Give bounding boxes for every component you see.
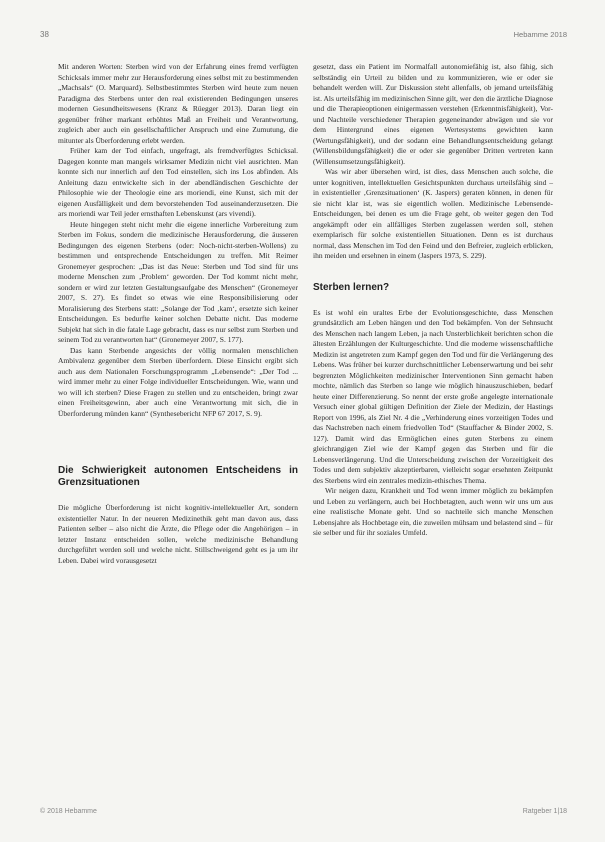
paragraph: Es ist wohl ein uraltes Erbe der Evolutionsgeschichte, dass Menschen grundsätzlich am Leben hängen und den Tod bekämpfen. Von der Sehnsucht des Menschen nach langem Leben, ja nach Unsterblichkeit berichten schon die ältesten Erzählungen der Kulturgeschichte. Und die moderne wissenschaftliche Medizin ist angetreten zum Kampf gegen den Tod und für die Verlängerung des Lebens. Was früher bei kurzer durchschnittlicher Lebenserwartung und bei sehr begrenzten Möglichkeiten medizinischer Interventionen Sinn gemacht haben mochte, nämlich das Sterben so lange wie möglich hinauszuschieben, bedarf heute einer Differenzierung. So nennt der erste große angelegte internationale Versuch einer global gültigen Definition der Ziele der Medizin, der Hastings Report von 1996, als Ziel Nr. 4 die „Verhinderung eines vorzeitigen Todes und das Nachstreben nach einem friedvollen Tod“ (Stauffacher & Binder 2002, S. 127). Damit wird das Ermöglichen eines guten Sterbens zu einem gleichrangigen Ziel wie der Kampf gegen das Sterben und für die Lebensverlängerung. Und die Unterscheidung zwischen der Vorzeitigkeit des Todes und dem subjektiv akzeptierbaren, vielleicht sogar ersehnten Zeitpunkt des Sterbens wird ein zentrales medizin-ethisches Thema. xyxy=(313,307,553,485)
left-column xyxy=(58,62,298,566)
paragraph: Früher kam der Tod einfach, ungefragt, als fremdverfügtes Schicksal. Dagegen konnte man mangels wirksamer Medizin nicht viel ausrichten. Man konnte sich nur innerlich auf den Tod einstellen, sich ins Los abfinden. Als Anleitung dazu entwickelte sich in der abendländischen Geschichte der Philosophie wie der Theologie eine ars moriendi, eine Kunst, sich mit der eigenen Ausfälligkeit und dem bevorstehenden Tod auseinanderzusetzen. Die ars moriendi war Teil jeder ernsthaften Lebenskunst (ars vivendi). xyxy=(58,146,298,218)
paragraph: Das kann Sterbende angesichts der völlig normalen menschlichen Ambivalenz gegenüber dem Sterben überfordern. Diese Einsicht ergibt sich auch aus dem Nationalen Forschungsprogramm „Lebensende“: „Der Tod ... wird immer mehr zu einer Folge individueller Entscheidungen. Wie, wann und wo will ich sterben? Diese Fragen zu stellen und zu entscheiden, bringt zwar einen Freiheitsgewinn, aber auch eine Verantwortung mit sich, die in Überforderung münden kann“ (Synthesebericht NFP 67 2017, S. 9). xyxy=(58,345,298,418)
footer-copyright: © 2018 Hebamme xyxy=(40,808,97,815)
journal-name: Hebamme 2018 xyxy=(513,30,567,39)
section-heading: Die Schwierigkeit autonomen Entscheidens in Grenzsituationen xyxy=(58,465,298,488)
right-column xyxy=(313,62,553,539)
section-heading: Sterben lernen? xyxy=(313,281,390,293)
paragraph: Die mögliche Überforderung ist nicht kognitiv-intellektueller Art, sondern existentieller Natur. In der neueren Medizinethik geht man davon aus, dass Patienten selber – also nicht die Ärzte, die Pflege oder die Angehörigen – in letzter Instanz entscheiden sollen, welche medizinische Behandlung durchgeführt werden soll und welche nicht. Stillschweigend geht es ja um ihr Leben. Dabei wird vorausgesetzt xyxy=(58,503,298,565)
footer-issue: Ratgeber 1|18 xyxy=(522,808,567,815)
paragraph: Wir neigen dazu, Krankheit und Tod wenn immer möglich zu bekämpfen und Leben zu verlängern, auch bei Hochbetagten, auch wenn wir uns um aus eine realistische Monate geht. Und so nachteile sich manche Menschen Lebensjahre als Hochbetage ein, die zuweilen mühsam und belastend sind – für sie selber und für ihr soziales Umfeld. xyxy=(313,486,553,537)
page-number: 38 xyxy=(40,30,49,39)
paragraph: Was wir aber übersehen wird, ist dies, dass Menschen auch solche, die unter kognitiven, intellektuellen Gesichtspunkten durchaus urteilsfähig sind – in existentieller ‚Grenzsituationen‘ (K. Jaspers) geraten können, in denen für sie nicht klar ist, was sie eigentlich wollen. Medizinische Lebensende-Entscheidungen, bei denen es um die Frage geht, ob weiter gegen den Tod angekämpft oder ein allfälliges Sterben zugelassen werden soll, stehen exemplarisch für solche existentiellen Situationen. Denn es ist durchaus normal, dass Menschen im Tod den Feind und den Befreier, zugleich erblicken, ihn meiden und ersehnen in einem (Jaspers 1973, S. 229). xyxy=(313,167,553,260)
paragraph: gesetzt, dass ein Patient im Normalfall autonomiefähig ist, also fähig, sich selbständig ein Urteil zu bilden und zu kommunizieren, wie er oder sie behandelt werden will. Zur Diskussion steht allenfalls, ob jemand urteilsfähig ist. Als urteilsfähig im medizinischen Sinne gilt, wer den die ärztliche Diagnose und die Therapieoptionen einigermassen verstehen (Erkenntnisfähigkeit), Vor- und Nachteile verschiedener Therapien gegeneinander abwägen und sie vor dem Hintergrund eines eigenen Wertesystems gewichten kann (Wertungsfähigkeit), und der sodann eine Behandlungsentscheidung gelangt (Willensbildungsfähigkeit) die er oder sie gegenüber Dritten vertreten kann (Willensumsetzungsfähigkeit). xyxy=(313,62,553,166)
paragraph: Heute hingegen steht nicht mehr die eigene innerliche Vorbereitung zum Sterben im Fokus, sondern die medizinische Herausforderung, die äusseren Bedingungen des eigenen Sterbens (oder: Noch-nicht-sterben-Wollens) zu bestimmen und entsprechende Entscheidungen zu treffen. Mit Reimer Gronemeyer gesprochen: „Das ist das Neue: Sterben und Tod sind für uns moderne Menschen zum ‚Problem‘ geworden. Der Tod kommt nicht mehr, sondern er wird zur letzten Gestaltungsaufgabe des Menschen“ (Gronemeyer 2007, S. 27). Es findet so etwas wie eine Responsibilisierung oder Moralisierung des Sterbens statt: „Solange der Tod ‚kam‘, ersetzte sich keiner Entscheidungen. Es bedurfte keiner solchen Debatte nicht. Das moderne Subjekt hat sich in die fatale Lage gebracht, dass es nur selbst zum Sterben und seinem Tod zu verantworten hat“ (Gronemeyer 2007, S. 177). xyxy=(58,219,298,344)
paragraph: Mit anderen Worten: Sterben wird von der Erfahrung eines fremd verfügten Schicksals immer mehr zur Herausforderung eines selbst mit zu bestimmenden „Machsals“ (O. Marquard). Selbstbestimmtes Sterben wird heute zum neuen Paradigma des Sterbens unter den real existierenden Bedingungen unseres modernen Gesundheitswesens (Kranz & Rüegger 2013). Daran liegt ein gegenüber früher markant erhöhtes Maß an Freiheit und Verantwortung, zugleich aber auch ein gesellschaftlicher Anspruch und eine Zumutung, die mitunter als Überforderung erlebt werden. xyxy=(58,62,298,145)
